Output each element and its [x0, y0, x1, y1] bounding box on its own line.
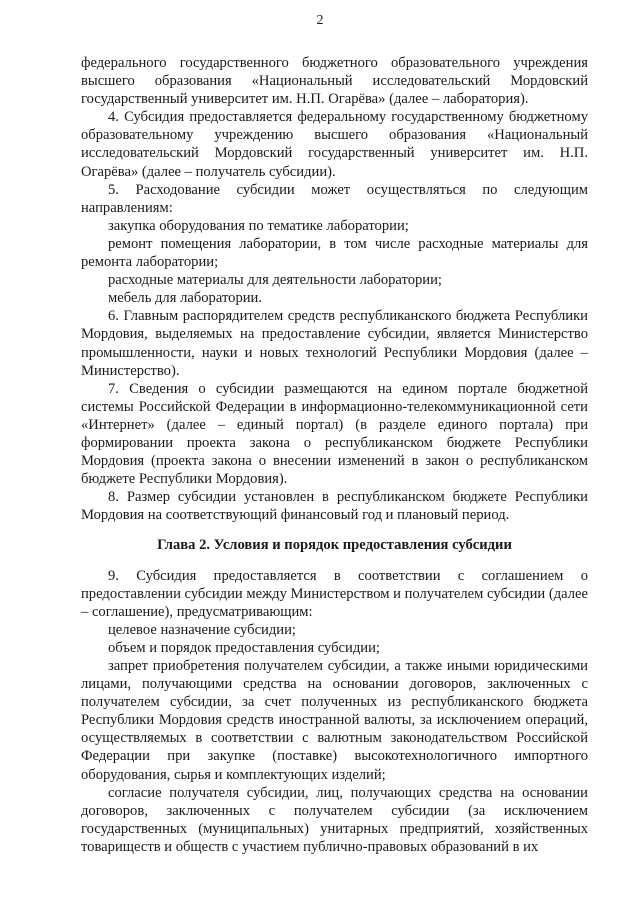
list-item: расходные материалы для деятельности лаборатории; [108, 272, 442, 289]
page-number: 2 [316, 13, 324, 28]
list-item: мебель для лаборатории. [108, 290, 263, 307]
paragraph-continuation: федерального государственного бюджетного образовательного учреждения высшего образования «Национальный исследовательский Мордовский государственный университет им. Н.П. Огарёва» (далее – лаборатория). [81, 55, 588, 108]
list-item: закупка оборудования по тематике лаборатории; [108, 217, 409, 234]
paragraph-item-5: 5. Расходование субсидии может осуществляться по следующим направлениям: [81, 181, 588, 216]
paragraph-item-4: 4. Субсидия предоставляется федеральному государственному бюджетному образовательному учреждению высшего образования «Национальный исследовательский Мордовский государственный университет им. Н.П. Огарёва» (далее – получатель субсидии). [81, 109, 588, 180]
paragraph-item-8: 8. Размер субсидии установлен в республиканском бюджете Республики Мордовия на соответствующий финансовый год и плановый период. [81, 489, 588, 524]
document-body [81, 54, 588, 856]
paragraph-item-7: 7. Сведения о субсидии размещаются на едином портале бюджетной системы Российской Федерации в информационно-телекоммуникационной сети «Интернет» (далее – единый портал) (в разделе единого портала) при формировании проекта закона о республиканском бюджете Республики Мордовия (проекта закона о внесении изменений в закон о республиканском бюджете Республики Мордовия). [81, 380, 588, 488]
paragraph-item-6: 6. Главным распорядителем средств республиканского бюджета Республики Мордовия, выделяемых на предоставление субсидии, является Министерство промышленности, науки и новых технологий Республики Мордовия (далее – Министерство). [81, 308, 588, 379]
list-item: запрет приобретения получателем субсидии, а также иными юридическими лицами, получающими средства на основании договоров, заключенных с получателем субсидии, за счет полученных из республиканского бюджета Республики Мордовия средств иностранной валюты, за исключением операций, осуществляемых в соответствии с валютным законодательством Российской Федерации при закупке (поставке) высокотехнологичного импортного оборудования, сырья и комплектующих изделий; [81, 658, 588, 783]
paragraph-item-9: 9. Субсидия предоставляется в соответствии с соглашением о предоставлении субсидии между Министерством и получателем субсидии (далее – соглашение), предусматривающим: [81, 567, 588, 620]
list-item: ремонт помещения лаборатории, в том числе расходные материалы для ремонта лаборатории; [81, 235, 588, 271]
list-item: целевое назначение субсидии; [108, 621, 296, 638]
chapter-heading: Глава 2. Условия и порядок предоставления субсидии [157, 537, 512, 554]
list-item: объем и порядок предоставления субсидии; [108, 639, 380, 656]
list-item: согласие получателя субсидии, лиц, получающих средства на основании договоров, заключенных с получателем субсидии (за исключением государственных (муниципальных) унитарных предприятий, хозяйственных товариществ и обществ с участием публично-правовых образований в их [81, 784, 588, 855]
